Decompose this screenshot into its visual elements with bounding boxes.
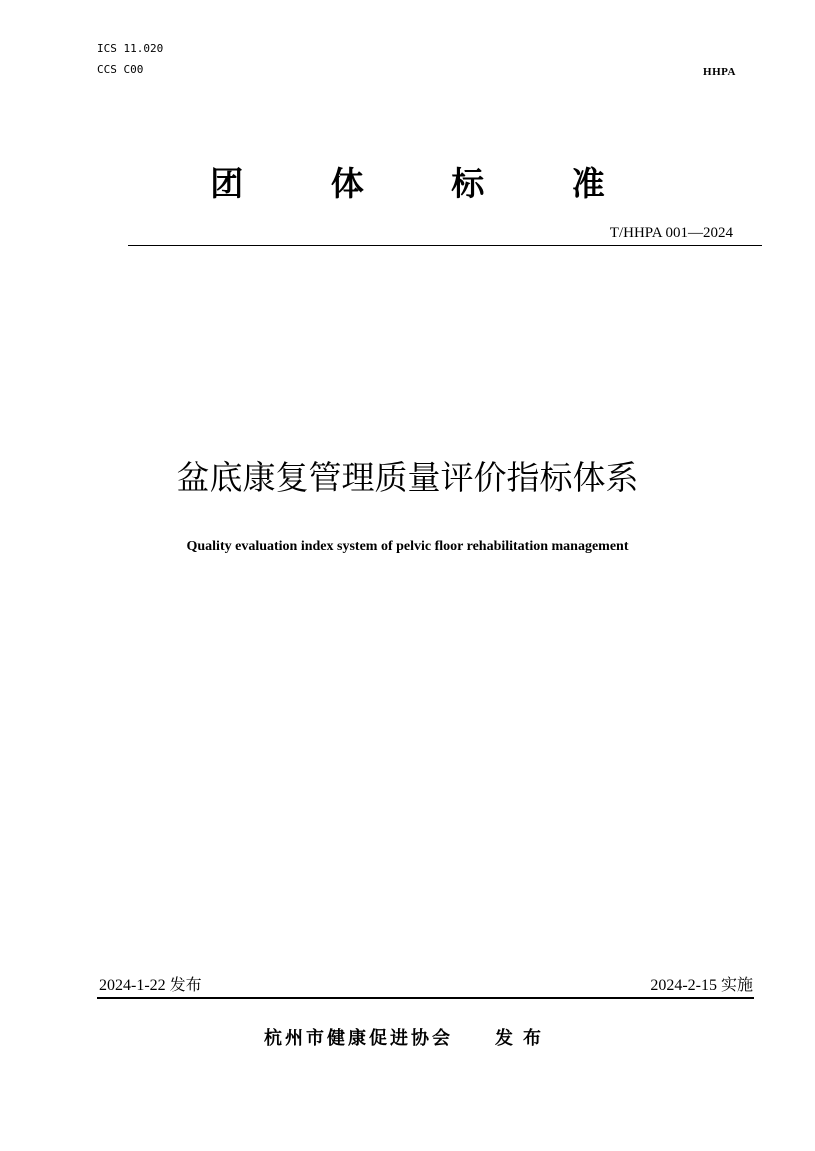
publisher-name: 杭州市健康促进协会 — [264, 1028, 453, 1049]
standard-number-rule — [128, 245, 762, 246]
organization-code: HHPA — [703, 66, 736, 78]
standard-number: T/HHPA 001—2024 — [609, 225, 733, 241]
implementation-date: 2024-2-15 实施 — [650, 977, 753, 994]
publish-label: 发布 — [495, 1028, 551, 1049]
ccs-code: CCS C00 — [97, 63, 144, 76]
publisher-line — [0, 1024, 815, 1050]
release-date: 2024-1-22 发布 — [99, 977, 202, 994]
standard-type-heading: 团 体 标 准 — [210, 164, 643, 203]
document-title-english: Quality evaluation index system of pelvic floor rehabilitation management — [186, 539, 629, 554]
ics-code: ICS 11.020 — [97, 42, 164, 55]
document-title-chinese: 盆底康复管理质量评价指标体系 — [176, 461, 639, 497]
date-rule — [97, 997, 754, 999]
